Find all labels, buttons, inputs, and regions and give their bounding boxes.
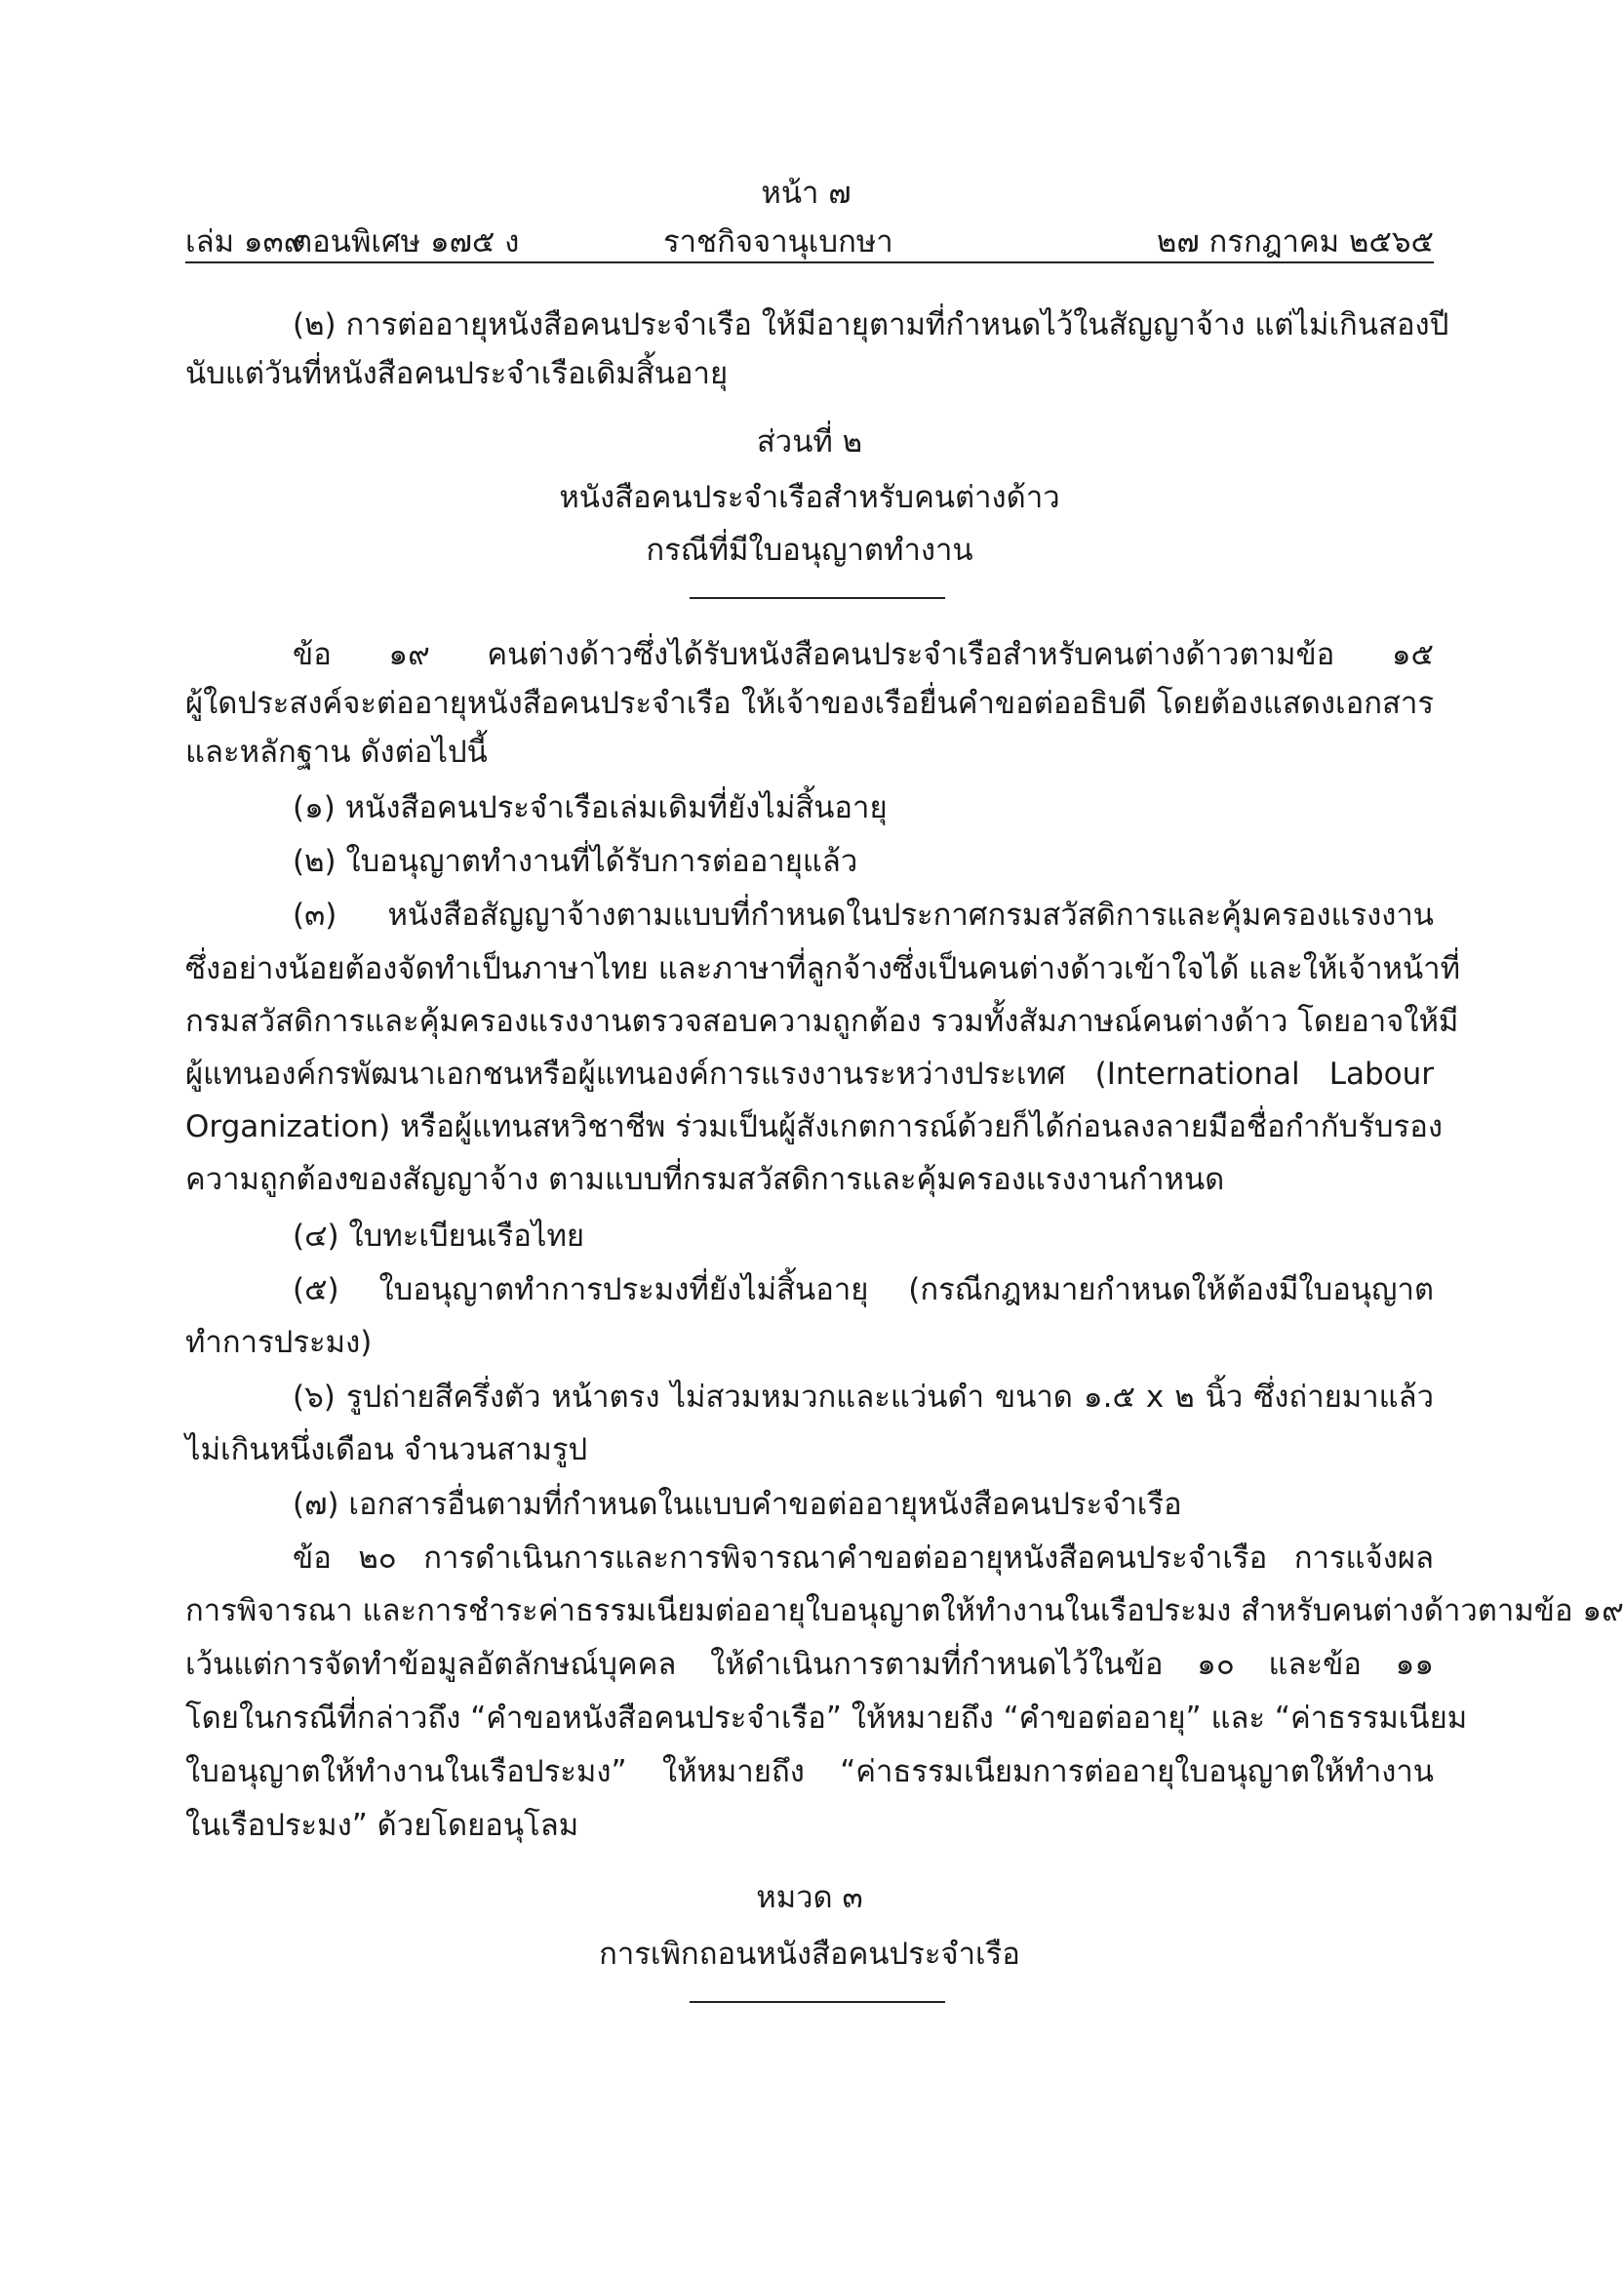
list-item: (๑) หนังสือคนประจำเรือเล่มเดิมที่ยังไม่สิ้นอายุ bbox=[293, 790, 888, 825]
paragraph-line: ผู้ใดประสงค์จะต่ออายุหนังสือคนประจำเรือ ให้เจ้าของเรือยื่นคำขอต่ออธิบดี โดยต้องแสดงเอกสาร bbox=[185, 686, 1434, 721]
publication-date: ๒๗ กรกฎาคม ๒๕๖๕ bbox=[1156, 224, 1434, 260]
section-subtitle: กรณีที่มีใบอนุญาตทำงาน bbox=[646, 533, 973, 568]
paragraph-line: กรมสวัสดิการและคุ้มครองแรงงานตรวจสอบความถูกต้อง รวมทั้งสัมภาษณ์คนต่างด้าว โดยอาจให้มี bbox=[185, 1004, 1459, 1039]
paragraph-line: ไม่เกินหนึ่งเดือน จำนวนสามรูป bbox=[185, 1432, 588, 1467]
list-item: (๒) ใบอนุญาตทำงานที่ได้รับการต่ออายุแล้ว bbox=[293, 844, 858, 879]
paragraph-line: โดยในกรณีที่กล่าวถึง “คำขอหนังสือคนประจำเรือ” ให้หมายถึง “คำขอต่ออายุ” และ “ค่าธรรมเนียม bbox=[185, 1701, 1468, 1736]
list-item: (๕) ใบอนุญาตทำการประมงที่ยังไม่สิ้นอายุ (กรณีกฎหมายกำหนดให้ต้องมีใบอนุญาต bbox=[293, 1272, 1434, 1307]
paragraph-line: ทำการประมง) bbox=[185, 1325, 373, 1360]
paragraph-line: และหลักฐาน ดังต่อไปนี้ bbox=[185, 735, 488, 770]
paragraph-line: การพิจารณา และการชำระค่าธรรมเนียมต่ออายุใบอนุญาตให้ทำงานในเรือประมง สำหรับคนต่างด้าวตามข้อ ๑๙ bbox=[185, 1593, 1624, 1628]
header-divider bbox=[185, 261, 1434, 263]
paragraph-line: ใบอนุญาตให้ทำงานในเรือประมง” ให้หมายถึง “ค่าธรรมเนียมการต่ออายุใบอนุญาตให้ทำงาน bbox=[185, 1754, 1434, 1789]
paragraph-line: เว้นแต่การจัดทำข้อมูลอัตลักษณ์บุคคล ให้ดำเนินการตามที่กำหนดไว้ในข้อ ๑๐ และข้อ ๑๑ bbox=[185, 1647, 1434, 1682]
list-item: (๔) ใบทะเบียนเรือไทย bbox=[293, 1219, 585, 1254]
section-number: ส่วนที่ ๒ bbox=[756, 424, 863, 460]
gazette-header bbox=[185, 217, 1434, 260]
chapter-number: หมวด ๓ bbox=[756, 1880, 863, 1915]
paragraph-line: ข้อ ๑๙ คนต่างด้าวซึ่งได้รับหนังสือคนประจำเรือสำหรับคนต่างด้าวตามข้อ ๑๕ bbox=[293, 637, 1434, 672]
chapter-title: การเพิกถอนหนังสือคนประจำเรือ bbox=[599, 1937, 1020, 1972]
gazette-name: ราชกิจจานุเบกษา bbox=[663, 224, 893, 260]
page-number: หน้า ๗ bbox=[761, 176, 852, 211]
paragraph-line: ความถูกต้องของสัญญาจ้าง ตามแบบที่กรมสวัสดิการและคุ้มครองแรงงานกำหนด bbox=[185, 1162, 1225, 1197]
list-item: (๗) เอกสารอื่นตามที่กำหนดในแบบคำขอต่ออายุหนังสือคนประจำเรือ bbox=[293, 1487, 1182, 1522]
paragraph-line: ในเรือประมง” ด้วยโดยอนุโลม bbox=[185, 1808, 579, 1843]
section-divider bbox=[690, 597, 945, 599]
paragraph-line: ข้อ ๒๐ การดำเนินการและการพิจารณาคำขอต่ออายุหนังสือคนประจำเรือ การแจ้งผล bbox=[293, 1541, 1434, 1576]
paragraph-line: ผู้แทนองค์กรพัฒนาเอกชนหรือผู้แทนองค์การแรงงานระหว่างประเทศ (International Labour bbox=[185, 1057, 1434, 1092]
paragraph-line: นับแต่วันที่หนังสือคนประจำเรือเดิมสิ้นอายุ bbox=[185, 356, 729, 391]
paragraph-line: (๒) การต่ออายุหนังสือคนประจำเรือ ให้มีอายุตามที่กำหนดไว้ในสัญญาจ้าง แต่ไม่เกินสองปี bbox=[293, 307, 1449, 342]
issue-number: ตอนพิเศษ ๑๗๕ ง bbox=[293, 224, 520, 260]
volume-number: เล่ม ๑๓๙ bbox=[185, 224, 306, 260]
paragraph-line: ซึ่งอย่างน้อยต้องจัดทำเป็นภาษาไทย และภาษาที่ลูกจ้างซึ่งเป็นคนต่างด้าวเข้าใจได้ และให้เจ้าหน้าที่ bbox=[185, 951, 1461, 986]
list-item: (๓) หนังสือสัญญาจ้างตามแบบที่กำหนดในประกาศกรมสวัสดิการและคุ้มครองแรงงาน bbox=[293, 898, 1434, 933]
section-title: หนังสือคนประจำเรือสำหรับคนต่างด้าว bbox=[559, 480, 1060, 515]
paragraph-line: Organization) หรือผู้แทนสหวิชาชีพ ร่วมเป็นผู้สังเกตการณ์ด้วยก็ได้ก่อนลงลายมือชื่อกำกับรับรอง bbox=[185, 1109, 1443, 1144]
chapter-divider bbox=[690, 2001, 945, 2003]
list-item: (๖) รูปถ่ายสีครึ่งตัว หน้าตรง ไม่สวมหมวกและแว่นดำ ขนาด ๑.๕ x ๒ นิ้ว ซึ่งถ่ายมาแล้ว bbox=[293, 1380, 1434, 1415]
